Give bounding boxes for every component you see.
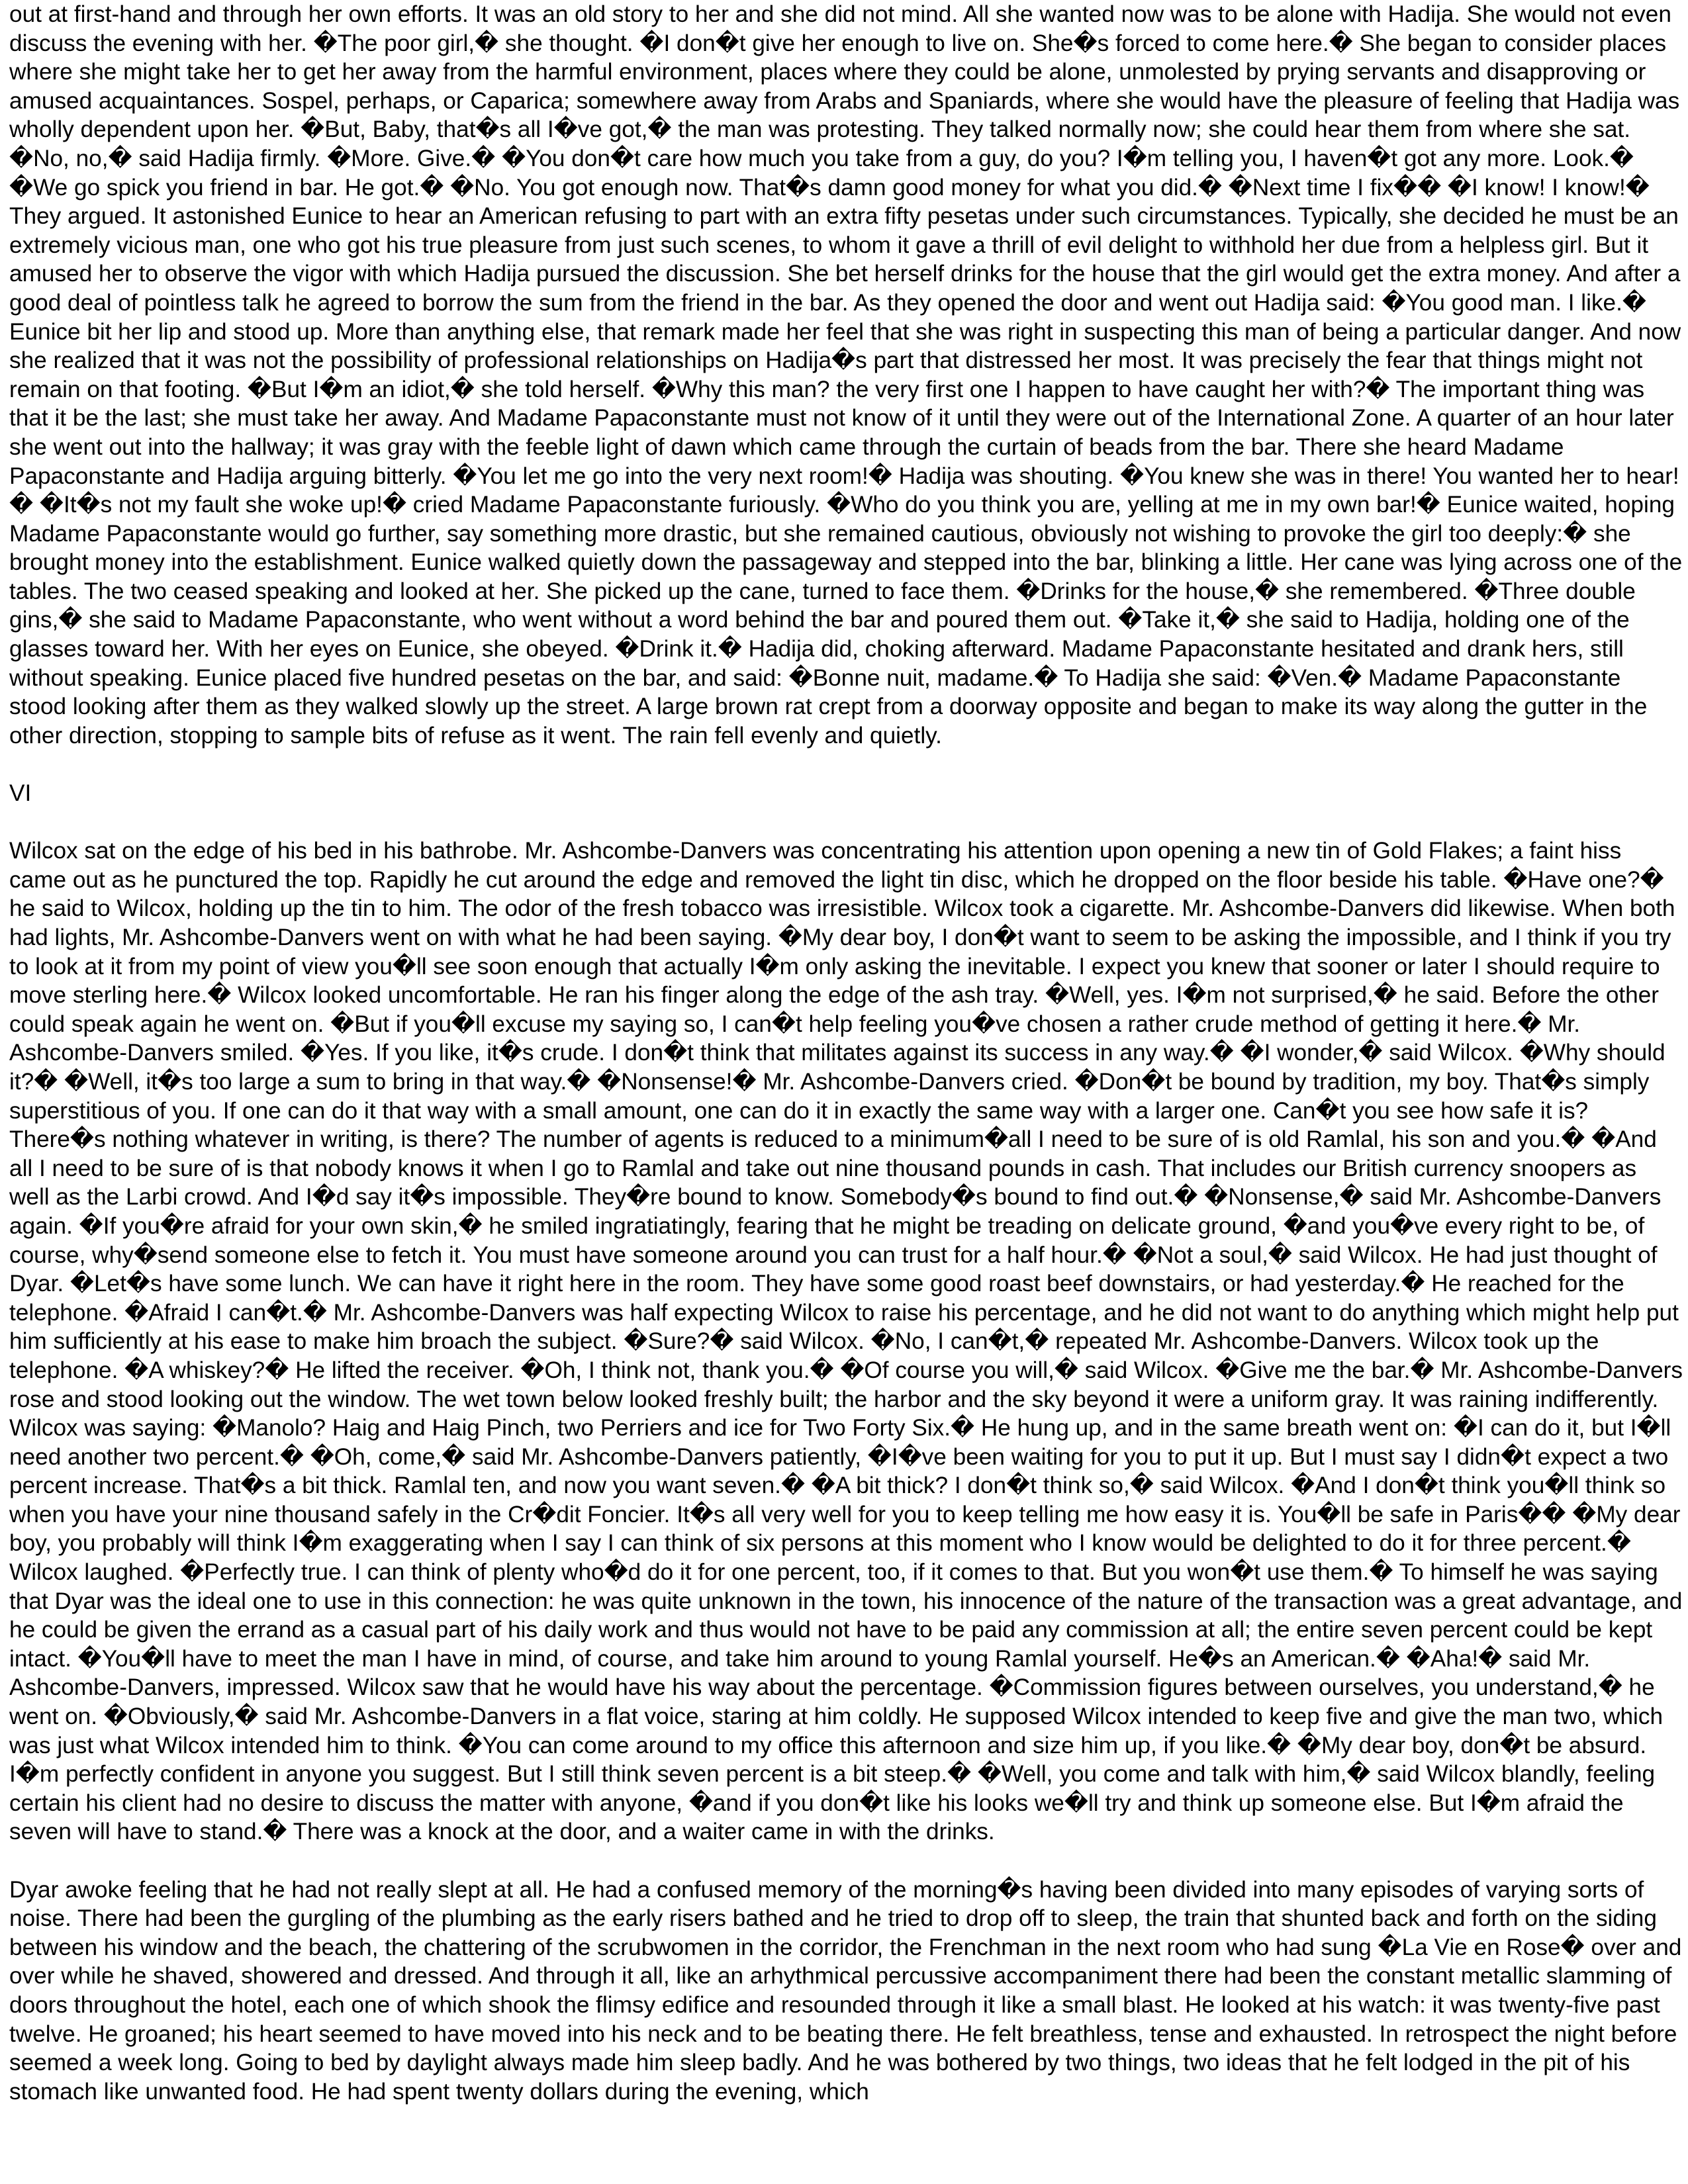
document-page [9,0,1683,2106]
paragraph-spacer [9,808,1683,837]
paragraph-spacer [9,1846,1683,1876]
paragraph-dyar-awakes: Dyar awoke feeling that he had not really slept at all. He had a confused memory of the morning�s having been divided into many episodes of varying sorts of noise. There had been the gurgling of the plumbing as the early risers bathed and he tried to drop off to sleep, the train that shunted back and forth on the siding between his window and the beach, the chattering of the scrubwomen in the corridor, the Frenchman in the next room who had sung �La Vie en Rose� over and over while he shaved, showered and dressed. And through it all, like an arhythmical percussive accompaniment there had been the constant metallic slamming of doors throughout the hotel, each one of which shook the flimsy edifice and resounded through it like a small blast. He looked at his watch: it was twenty-five past twelve. He groaned; his heart seemed to have moved into his neck and to be beating there. He felt breathless, tense and exhausted. In retrospect the night before seemed a week long. Going to bed by daylight always made him sleep badly. And he was bothered by two things, two ideas that he felt lodged in the pit of his stomach like unwanted food. He had spent twenty dollars during the evening, which [9,1876,1682,2105]
paragraph-wilcox-ashcombe: Wilcox sat on the edge of his bed in his bathrobe. Mr. Ashcombe-Danvers was concentrating his attention upon opening a new tin of Gold Flakes; a faint hiss came out as he punctured the top. Rapidly he cut around the edge and removed the light tin disc, which he dropped on the floor beside his table. �Have one?� he said to Wilcox, holding up the tin to him. The odor of the fresh tobacco was irresistible. Wilcox took a cigarette. Mr. Ashcombe-Danvers did likewise. When both had lights, Mr. Ashcombe-Danvers went on with what he had been saying. �My dear boy, I don�t want to seem to be asking the impossible, and I think if you try to look at it from my point of view you�ll see soon enough that actually I�m only asking the inevitable. I expect you knew that sooner or later I should require to move sterling here.� Wilcox looked uncomfortable. He ran his finger along the edge of the ash tray. �Well, yes. I�m not surprised,� he said. Before the other could speak again he went on. �But if you�ll excuse my saying so, I can�t help feeling you�ve chosen a rather crude method of getting it here.� Mr. Ashcombe-Danvers smiled. �Yes. If you like, it�s crude. I don�t think that militates against its success in any way.� �I wonder,� said Wilcox. �Why should it?� �Well, it�s too large a sum to bring in that way.� �Nonsense!� Mr. Ashcombe-Danvers cried. �Don�t be bound by tradition, my boy. That�s simply superstitious of you. If one can do it that way with a small amount, one can do it in exactly the same way with a larger one. Can�t you see how safe it is? There�s nothing whatever in writing, is there? The number of agents is reduced to a minimum�all I need to be sure of is old Ramlal, his son and you.� �And all I need to be sure of is that nobody knows it when I go to Ramlal and take out nine thousand pounds in cash. That includes our British currency snoopers as well as the Larbi crowd. And I�d say it�s impossible. They�re bound to know. Somebody�s bound to find out.� �Nonsense,� said Mr. Ashcombe-Danvers again. �If you�re afraid for your own skin,� he smiled ingratiatingly, fearing that he might be treading on delicate ground, �and you�ve every right to be, of course, why�send someone else to fetch it. You must have someone around you can trust for a half hour.� �Not a soul,� said Wilcox. He had just thought of Dyar. �Let�s have some lunch. We can have it right here in the room. They have some good roast beef downstairs, or had yesterday.� He reached for the telephone. �Afraid I can�t.� Mr. Ashcombe-Danvers was half expecting Wilcox to raise his percentage, and he did not want to do anything which might help put him sufficiently at his ease to make him broach the subject. �Sure?� said Wilcox. �No, I can�t,� repeated Mr. Ashcombe-Danvers. Wilcox took up the telephone. �A whiskey?� He lifted the receiver. �Oh, I think not, thank you.� �Of course you will,� said Wilcox. �Give me the bar.� Mr. Ashcombe-Danvers rose and stood looking out the window. The wet town below looked freshly built; the harbor and the sky beyond it were a uniform gray. It was raining indifferently. Wilcox was saying: �Manolo? Haig and Haig Pinch, two Perriers and ice for Two Forty Six.� He hung up, and in the same breath went on: �I can do it, but I�ll need another two percent.� �Oh, come,� said Mr. Ashcombe-Danvers patiently, �I�ve been waiting for you to put it up. But I must say I didn�t expect a two percent increase. That�s a bit thick. Ramlal ten, and now you want seven.� �A bit thick? I don�t think so,� said Wilcox. �And I don�t think you�ll think so when you have your nine thousand safely in the Cr�dit Foncier. It�s all very well for you to keep telling me how easy it is. You�ll be safe in Paris�� �My dear boy, you probably will think I�m exaggerating when I say I can think of six persons at this moment who I know would be delighted to do it for three percent.� Wilcox laughed. �Perfectly true. I can think of plenty who�d do it for one percent, too, if it comes to that. But you won�t use them.� To himself he was saying that Dyar was the ideal one to use in this connection: he was quite unknown in the town, his innocence of the nature of the transaction was a great advantage, and he could be given the errand as a casual part of his daily work and thus would not have to be paid any commission at all; the entire seven percent could be kept intact. �You�ll have to meet the man I have in mind, of course, and take him around to young Ramlal yourself. He�s an American.� �Aha!� said Mr. Ashcombe-Danvers, impressed. Wilcox saw that he would have his way about the percentage. �Commission figures between ourselves, you understand,� he went on. �Obviously,� said Mr. Ashcombe-Danvers in a flat voice, staring at him coldly. He supposed Wilcox intended to keep five and give the man two, which was just what Wilcox intended him to think. �You can come around to my office this afternoon and size him up, if you like.� �My dear boy, don�t be absurd. I�m perfectly confident in anyone you suggest. But I still think seven percent is a bit steep.� �Well, you come and talk with him,� said Wilcox blandly, feeling certain his client had no desire to discuss the matter with anyone, �and if you don�t like his looks we�ll try and think up someone else. But I�m afraid the seven will have to stand.� There was a knock at the door, and a waiter came in with the drinks. [9,838,1683,1845]
paragraph-eunice-hadija: out at first-hand and through her own efforts. It was an old story to her and she did not mind. All she wanted now was to be alone with Hadija. She would not even discuss the evening with her. �The poor girl,� she thought. �I don�t give her enough to live on. She�s forced to come here.� She began to consider places where she might take her to get her away from the harmful environment, places where they could be alone, unmolested by prying servants and disapproving or amused acquaintances. Sospel, perhaps, or Caparica; somewhere away from Arabs and Spaniards, where she would have the pleasure of feeling that Hadija was wholly dependent upon her. �But, Baby, that�s all I�ve got,� the man was protesting. They talked normally now; she could hear them from where she sat. �No, no,� said Hadija firmly. �More. Give.� �You don�t care how much you take from a guy, do you? I�m telling you, I haven�t got any more. Look.� �We go spick you friend in bar. He got.� �No. You got enough now. That�s damn good money for what you did.� �Next time I fix�� �I know! I know!� They argued. It astonished Eunice to hear an American refusing to part with an extra fifty pesetas under such circumstances. Typically, she decided he must be an extremely vicious man, one who got his true pleasure from just such scenes, to whom it gave a thrill of evil delight to withhold her due from a helpless girl. But it amused her to observe the vigor with which Hadija pursued the discussion. She bet herself drinks for the house that the girl would get the extra money. And after a good deal of pointless talk he agreed to borrow the sum from the friend in the bar. As they opened the door and went out Hadija said: �You good man. I like.� Eunice bit her lip and stood up. More than anything else, that remark made her feel that she was right in suspecting this man of being a particular danger. And now she realized that it was not the possibility of professional relationships on Hadija�s part that distressed her most. It was precisely the fear that things might not remain on that footing. �But I�m an idiot,� she told herself. �Why this man? the very first one I happen to have caught her with?� The important thing was that it be the last; she must take her away. And Madame Papaconstante must not know of it until they were out of the International Zone. A quarter of an hour later she went out into the hallway; it was gray with the feeble light of dawn which came through the curtain of beads from the bar. There she heard Madame Papaconstante and Hadija arguing bitterly. �You let me go into the very next room!� Hadija was shouting. �You knew she was in there! You wanted her to hear!� �It�s not my fault she woke up!� cried Madame Papaconstante furiously. �Who do you think you are, yelling at me in my own bar!� Eunice waited, hoping Madame Papaconstante would go further, say something more drastic, but she remained cautious, obviously not wishing to provoke the girl too deeply:� she brought money into the establishment. Eunice walked quietly down the passageway and stepped into the bar, blinking a little. Her cane was lying across one of the tables. The two ceased speaking and looked at her. She picked up the cane, turned to face them. �Drinks for the house,� she remembered. �Three double gins,� she said to Madame Papaconstante, who went without a word behind the bar and poured them out. �Take it,� she said to Hadija, holding one of the glasses toward her. With her eyes on Eunice, she obeyed. �Drink it.� Hadija did, choking afterward. Madame Papaconstante hesitated and drank hers, still without speaking. Eunice placed five hundred pesetas on the bar, and said: �Bonne nuit, madame.� To Hadija she said: �Ven.� Madame Papaconstante stood looking after them as they walked slowly up the street. A large brown rat crept from a doorway opposite and began to make its way along the gutter in the other direction, stopping to sample bits of refuse as it went. The rain fell evenly and quietly. [9,1,1683,749]
paragraph-spacer [9,750,1683,779]
section-heading: VI [9,780,32,807]
